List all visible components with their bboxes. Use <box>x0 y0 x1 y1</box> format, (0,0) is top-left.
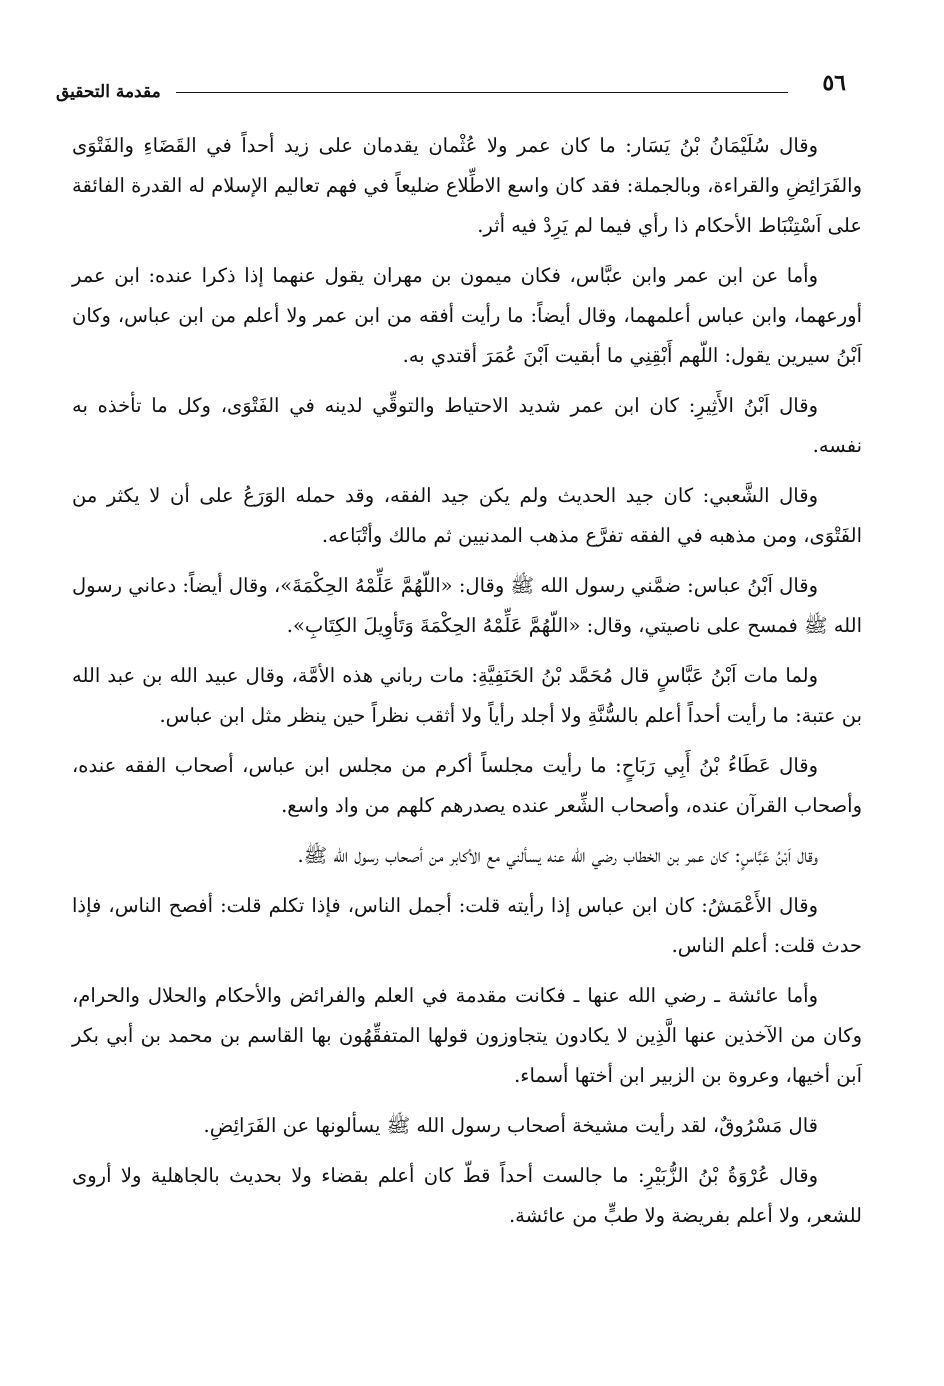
paragraph-ibn-al-hanafiyya: ولما مات اَبْنُ عَبَّاسٍ قال مُحَمَّد بْنُ الحَنَفِيَّةِ: مات رباني هذه الأمَّة، وقال عبيد الله بن عبد الله بن عتبة: ما رأيت أحداً أعلم بالسُّنَّةِ ولا أجلد رأياً ولا أثقب نظراً حين ينظر مثل ابن عباس. <box>72 664 862 727</box>
paragraph-ibn-abbas-dua: وقال اَبْنُ عباس: ضمَّني رسول الله ﷺ وقال: «اللّهُمَّ عَلِّمْهُ الحِكْمَةَ»، وقال أيضاً: دعاني رسول الله ﷺ فمسح على ناصيتي، وقال: «اللّهُمَّ عَلِّمْهُ الحِكْمَةَ وَتَأوِيلَ الكِتَابِ». <box>72 574 862 637</box>
paragraph-ibn-umar-ibn-abbas: وأما عن ابن عمر وابن عبَّاس، فكان ميمون بن مهران يقول عنهما إذا ذكرا عنده: ابن عمر أورعهما، وابن عباس أعلمهما، وقال أيضاً: ما رأيت أفقه من ابن عمر ولا أعلم من ابن عباس، وكان اَبْنُ سيرين يقول: اللّهم أَبْقِنِي ما أبقيت اَبْنَ عُمَرَ أقتدي به. <box>72 264 862 367</box>
paragraph-al-amash: وقال الأَعْمَشُ: كان ابن عباس إذا رأيته قلت: أجمل الناس، فإذا تكلم قلت: أفصح الناس، فإذا حدث قلت: أعلم الناس. <box>72 894 862 957</box>
paragraph-ibn-abbas-umar: وقال اَبْنُ عَبَّاسٍ: كان عمر بن الخطاب رضي الله عنه يسألني مع الأكابر من أصحاب رسول الله ﷺ. <box>297 844 818 867</box>
paragraph-ibn-al-athir: وقال اَبْنُ الأَثِيرِ: كان ابن عمر شديد الاحتياط والتوقِّي لدينه في الفَتْوَى، وكل ما تأخذه به نفسه. <box>72 394 862 457</box>
paragraph-al-shabi: وقال الشَّعبي: كان جيد الحديث ولم يكن جيد الفقه، وقد حمله الوَرَعُ على أن لا يكثر من الفَتْوَى، ومن مذهبه في الفقه تفرَّع مذهب المدنيين ثم مالك وأتْبَاعه. <box>72 484 862 547</box>
paragraph-masruq: قال مَسْرُوقٌ، لقد رأيت مشيخة أصحاب رسول الله ﷺ يسألونها عن الفَرَائِضِ. <box>203 1114 818 1137</box>
header-rule <box>176 92 788 93</box>
paragraph-sulayman: وقال سُلَيْمَانُ بْنُ يَسَار: ما كان عمر ولا عُثْمان يقدمان على زيد أحداً في القَضَاءِ والفَتْوَى والفَرَائِضِ والقراءة، وبالجملة: فقد كان واسع الاطِّلاع ضليعاً في فهم تعاليم الإسلام له القدرة الفائقة على اَسْتِنْبَاط الأحكام ذا رأي فيما لم يَرِدْ فيه أثر. <box>72 134 862 237</box>
page-number: ٥٦ <box>822 70 846 96</box>
paragraph-aisha: وأما عائشة ـ رضي الله عنها ـ فكانت مقدمة في العلم والفرائض والأحكام والحلال والحرام، وكان من الآخذين عنها الَّذِين لا يكادون يتجاوزون قولها المتفقِّهُون بها القاسم بن محمد بن أبي بكر اَبن أخيها، وعروة بن الزبير ابن أختها أسماء. <box>72 984 862 1087</box>
paragraph-urwa: وقال عُرْوَةُ بْنُ الزُّبَيْرِ: ما جالست أحداً قطّ كان أعلم بقضاء ولا بحديث بالجاهلية ولا أروى للشعر، ولا أعلم بفريضة ولا طبٍّ من عائشة. <box>72 1164 862 1227</box>
paragraph-ata: وقال عَطَاءُ بْنُ أَبِي رَبَاحٍ: ما رأيت مجلساً أكرم من مجلس ابن عباس، أصحاب الفقه عنده، وأصحاب القرآن عنده، وأصحاب الشِّعر عنده يصدرهم كلهم من واد واسع. <box>72 754 862 817</box>
page-header <box>56 70 846 104</box>
section-title: مقدمة التحقيق <box>56 82 161 102</box>
body-text <box>72 126 862 1246</box>
